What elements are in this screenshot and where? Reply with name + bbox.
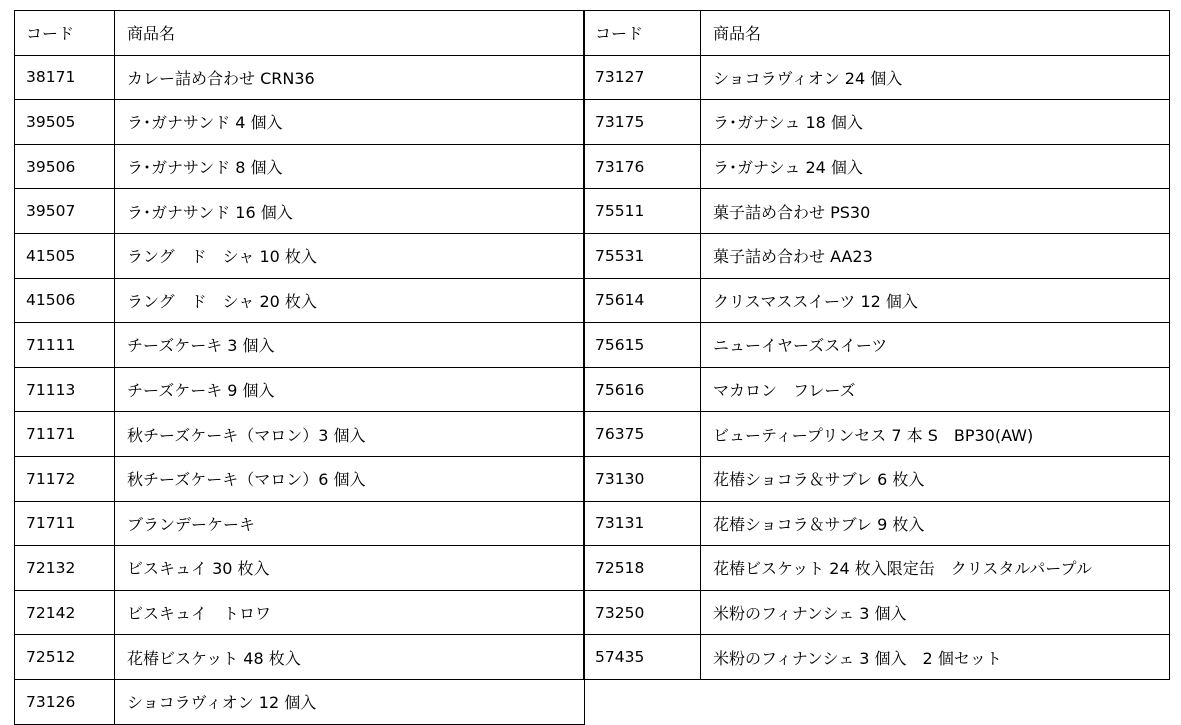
- table-row: [584, 55, 1170, 100]
- product-name: 菓子詰め合わせ PS30: [701, 189, 1170, 234]
- product-name: チーズケーキ 3 個入: [115, 323, 585, 368]
- product-name: ラ･ガナサンド 16 個入: [115, 189, 585, 234]
- product-code: 71171: [15, 412, 115, 457]
- product-code: 75614: [584, 278, 701, 323]
- table-row: [15, 278, 585, 323]
- table-row: [15, 546, 585, 591]
- product-code: 73131: [584, 501, 701, 546]
- header-row: [584, 11, 1170, 56]
- table-row: [584, 456, 1170, 501]
- header-name: 商品名: [701, 11, 1170, 56]
- header-code: コード: [15, 11, 115, 56]
- product-code: 72512: [15, 635, 115, 680]
- table-row: [584, 590, 1170, 635]
- table-row: [15, 189, 585, 234]
- product-code: 72132: [15, 546, 115, 591]
- product-code: 71111: [15, 323, 115, 368]
- product-name: 米粉のフィナンシェ 3 個入 2 個セット: [701, 635, 1170, 680]
- product-name: ビスキュイ トロワ: [115, 590, 585, 635]
- table-row: [15, 501, 585, 546]
- product-name: 花椿ビスケット 24 枚入限定缶 クリスタルパープル: [701, 546, 1170, 591]
- table-row: [15, 590, 585, 635]
- product-code: 71711: [15, 501, 115, 546]
- table-row: [15, 456, 585, 501]
- product-code: 76375: [584, 412, 701, 457]
- table-row: [584, 144, 1170, 189]
- product-code: 73176: [584, 144, 701, 189]
- product-code: 39507: [15, 189, 115, 234]
- table-row: [15, 233, 585, 278]
- table-row: [584, 412, 1170, 457]
- product-name: 花椿ショコラ＆サブレ 9 枚入: [701, 501, 1170, 546]
- table-row: [15, 635, 585, 680]
- product-name: ラ･ガナサンド 8 個入: [115, 144, 585, 189]
- table-row: [584, 367, 1170, 412]
- product-code: 39506: [15, 144, 115, 189]
- table-row: [584, 323, 1170, 368]
- table-row: [15, 100, 585, 145]
- product-code: 75531: [584, 233, 701, 278]
- product-code: 57435: [584, 635, 701, 680]
- product-code: 39505: [15, 100, 115, 145]
- table-row: [15, 144, 585, 189]
- product-code: 72518: [584, 546, 701, 591]
- table-row: [15, 55, 585, 100]
- product-name: ブランデーケーキ: [115, 501, 585, 546]
- header-code: コード: [584, 11, 701, 56]
- product-name: クリスマススイーツ 12 個入: [701, 278, 1170, 323]
- table-row: [584, 546, 1170, 591]
- product-name: カレー詰め合わせ CRN36: [115, 55, 585, 100]
- product-name: 秋チーズケーキ（マロン）6 個入: [115, 456, 585, 501]
- product-name: チーズケーキ 9 個入: [115, 367, 585, 412]
- product-name: ラング ド シャ 20 枚入: [115, 278, 585, 323]
- table-row: [584, 635, 1170, 680]
- table-row: [584, 189, 1170, 234]
- product-name: ショコラヴィオン 12 個入: [115, 679, 585, 724]
- table-body-right: [584, 11, 1170, 680]
- table-row: [584, 233, 1170, 278]
- product-code: 38171: [15, 55, 115, 100]
- table-row: [584, 278, 1170, 323]
- product-table-right: [583, 10, 1170, 680]
- product-code: 72142: [15, 590, 115, 635]
- product-name: ショコラヴィオン 24 個入: [701, 55, 1170, 100]
- product-code: 41505: [15, 233, 115, 278]
- table-row: [15, 323, 585, 368]
- product-name: 秋チーズケーキ（マロン）3 個入: [115, 412, 585, 457]
- header-row: [15, 11, 585, 56]
- header-name: 商品名: [115, 11, 585, 56]
- product-name: マカロン フレーズ: [701, 367, 1170, 412]
- product-code: 73126: [15, 679, 115, 724]
- table-row: [15, 367, 585, 412]
- table-row: [584, 501, 1170, 546]
- product-name: ラング ド シャ 10 枚入: [115, 233, 585, 278]
- product-name: 米粉のフィナンシェ 3 個入: [701, 590, 1170, 635]
- product-name: ラ･ガナサンド 4 個入: [115, 100, 585, 145]
- product-name: 菓子詰め合わせ AA23: [701, 233, 1170, 278]
- product-name: 花椿ビスケット 48 枚入: [115, 635, 585, 680]
- product-name: ビューティープリンセス 7 本 S BP30(AW): [701, 412, 1170, 457]
- table-row: [584, 100, 1170, 145]
- product-code: 73130: [584, 456, 701, 501]
- product-code: 75615: [584, 323, 701, 368]
- product-name: ニューイヤーズスイーツ: [701, 323, 1170, 368]
- product-code: 71113: [15, 367, 115, 412]
- table-row: [15, 679, 585, 724]
- product-table-left: [14, 10, 585, 725]
- product-name: 花椿ショコラ＆サブレ 6 枚入: [701, 456, 1170, 501]
- product-name: ラ･ガナシュ 18 個入: [701, 100, 1170, 145]
- product-name: ビスキュイ 30 枚入: [115, 546, 585, 591]
- table-body-left: [15, 11, 585, 725]
- product-name: ラ･ガナシュ 24 個入: [701, 144, 1170, 189]
- product-code: 75511: [584, 189, 701, 234]
- product-code: 73250: [584, 590, 701, 635]
- product-code: 73127: [584, 55, 701, 100]
- product-code: 75616: [584, 367, 701, 412]
- table-row: [15, 412, 585, 457]
- product-code: 73175: [584, 100, 701, 145]
- product-code: 41506: [15, 278, 115, 323]
- product-code: 71172: [15, 456, 115, 501]
